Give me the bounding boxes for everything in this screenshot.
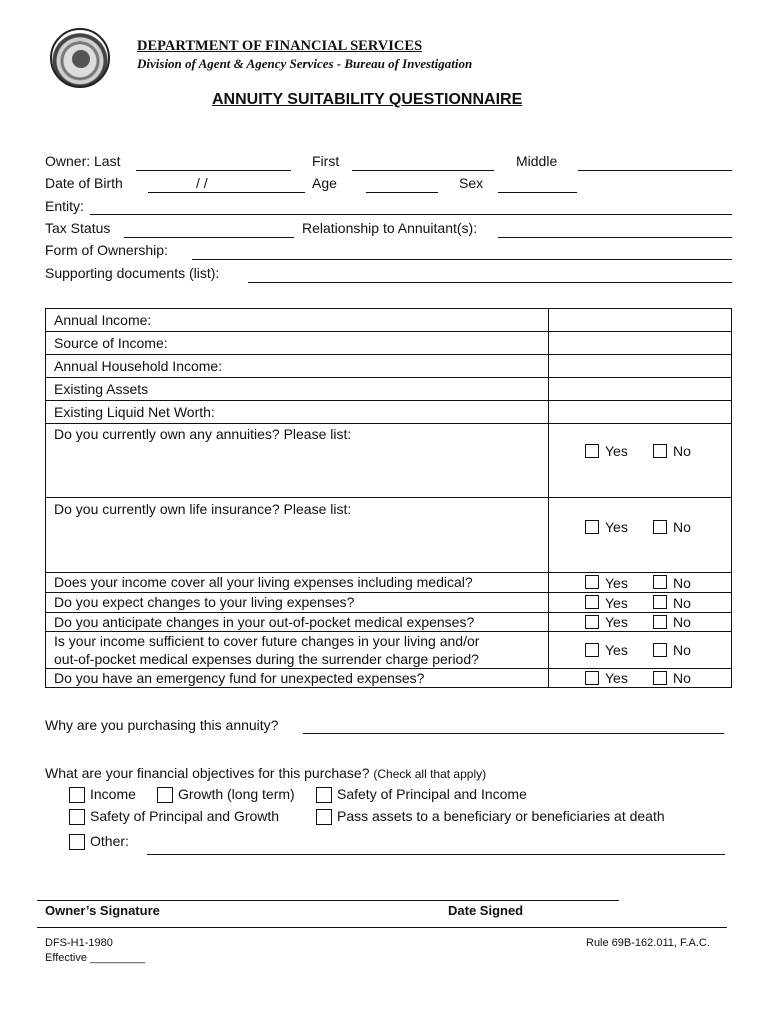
tax-status-label: Tax Status <box>45 220 111 236</box>
other-objective-field[interactable] <box>147 854 725 855</box>
supporting-docs-label: Supporting documents (list): <box>45 265 220 281</box>
owner-last-label: Owner: Last <box>45 153 121 169</box>
table-row <box>46 593 732 613</box>
yes-label: Yes <box>605 575 628 591</box>
table-row <box>46 401 732 424</box>
yes-label: Yes <box>605 443 628 459</box>
liquid-net-worth-value-cell[interactable] <box>549 401 732 424</box>
income-cover-question: Does your income cover all your living expenses including medical? <box>54 574 473 590</box>
owner-last-field[interactable] <box>136 170 291 171</box>
supporting-docs-field[interactable] <box>248 282 732 283</box>
income-cover-yes-checkbox[interactable] <box>585 575 599 589</box>
owner-signature-label: Owner’s Signature <box>45 903 160 918</box>
existing-assets-label: Existing Assets <box>54 381 149 397</box>
safety-growth-objective-label: Safety of Principal and Growth <box>90 808 280 824</box>
life-insurance-yes-checkbox[interactable] <box>585 520 599 534</box>
sex-field[interactable] <box>498 192 577 193</box>
date-signed-label: Date Signed <box>448 903 524 918</box>
entity-field[interactable] <box>90 214 732 215</box>
table-row <box>46 332 732 355</box>
table-row <box>46 573 732 593</box>
dob-field[interactable] <box>148 192 305 193</box>
table-row <box>46 355 732 378</box>
sex-label: Sex <box>459 175 484 191</box>
no-label: No <box>673 595 691 611</box>
liquid-net-worth-label: Existing Liquid Net Worth: <box>54 404 215 420</box>
changes-living-yes-checkbox[interactable] <box>585 595 599 609</box>
form-of-ownership-field[interactable] <box>192 259 732 260</box>
effective-date: Effective _________ <box>45 952 146 964</box>
objectives-hint: (Check all that apply) <box>373 767 487 781</box>
yes-label: Yes <box>605 595 628 611</box>
no-label: No <box>673 443 691 459</box>
relationship-label: Relationship to Annuitant(s): <box>302 220 478 236</box>
relationship-field[interactable] <box>498 237 732 238</box>
dob-label: Date of Birth <box>45 175 123 191</box>
annual-income-value-cell[interactable] <box>549 309 732 332</box>
entity-label: Entity: <box>45 198 84 214</box>
yes-label: Yes <box>605 519 628 535</box>
no-label: No <box>673 670 691 686</box>
other-objective-label: Other: <box>90 833 129 849</box>
changes-living-question: Do you expect changes to your living expenses? <box>54 594 355 610</box>
changes-living-no-checkbox[interactable] <box>653 595 667 609</box>
income-sufficient-question-line-2: out-of-pocket medical expenses during the surrender charge period? <box>54 651 479 667</box>
florida-state-seal-logo <box>50 28 110 88</box>
objectives-question <box>45 765 486 781</box>
department-name: DEPARTMENT OF FINANCIAL SERVICES <box>137 38 423 54</box>
growth-objective-checkbox[interactable] <box>157 787 173 803</box>
middle-name-field[interactable] <box>578 170 732 171</box>
first-name-field[interactable] <box>352 170 494 171</box>
table-row <box>46 632 732 669</box>
tax-status-field[interactable] <box>124 237 294 238</box>
table-row <box>46 309 732 332</box>
income-objective-checkbox[interactable] <box>69 787 85 803</box>
emergency-fund-question: Do you have an emergency fund for unexpected expenses? <box>54 670 425 686</box>
table-row <box>46 378 732 401</box>
life-insurance-question: Do you currently own life insurance? Please list: <box>54 501 352 517</box>
household-income-label: Annual Household Income: <box>54 358 223 374</box>
income-sufficient-no-checkbox[interactable] <box>653 643 667 657</box>
form-id: DFS-H1-1980 <box>45 937 113 949</box>
changes-medical-no-checkbox[interactable] <box>653 615 667 629</box>
life-insurance-no-checkbox[interactable] <box>653 520 667 534</box>
emergency-fund-no-checkbox[interactable] <box>653 671 667 685</box>
annuities-yes-checkbox[interactable] <box>585 444 599 458</box>
footer-divider <box>37 927 727 928</box>
income-objective-label: Income <box>90 786 136 802</box>
yes-label: Yes <box>605 642 628 658</box>
middle-name-label: Middle <box>516 153 558 169</box>
no-label: No <box>673 642 691 658</box>
age-field[interactable] <box>366 192 438 193</box>
changes-medical-question: Do you anticipate changes in your out-of-pocket medical expenses? <box>54 614 475 630</box>
objectives-question-text: What are your financial objectives for this purchase? <box>45 765 370 781</box>
income-cover-no-checkbox[interactable] <box>653 575 667 589</box>
annuities-no-checkbox[interactable] <box>653 444 667 458</box>
source-of-income-value-cell[interactable] <box>549 332 732 355</box>
income-sufficient-yes-checkbox[interactable] <box>585 643 599 657</box>
table-row <box>46 424 732 498</box>
no-label: No <box>673 614 691 630</box>
other-objective-checkbox[interactable] <box>69 834 85 850</box>
yes-label: Yes <box>605 614 628 630</box>
table-row <box>46 669 732 688</box>
purpose-answer-field[interactable] <box>303 733 724 734</box>
safety-growth-objective-checkbox[interactable] <box>69 809 85 825</box>
purpose-question: Why are you purchasing this annuity? <box>45 717 279 733</box>
safety-income-objective-label: Safety of Principal and Income <box>337 786 527 802</box>
changes-medical-yes-checkbox[interactable] <box>585 615 599 629</box>
income-sufficient-question-line-1: Is your income sufficient to cover future changes in your living and/or <box>54 633 480 649</box>
form-of-ownership-label: Form of Ownership: <box>45 242 168 258</box>
table-row <box>46 613 732 632</box>
age-label: Age <box>312 175 337 191</box>
table-row <box>46 498 732 573</box>
source-of-income-label: Source of Income: <box>54 335 168 351</box>
yes-label: Yes <box>605 670 628 686</box>
annuities-question: Do you currently own any annuities? Please list: <box>54 426 352 442</box>
annual-income-label: Annual Income: <box>54 312 152 328</box>
no-label: No <box>673 575 691 591</box>
financial-questions-table <box>45 308 732 688</box>
rule-reference: Rule 69B-162.011, F.A.C. <box>586 937 710 949</box>
form-title: ANNUITY SUITABILITY QUESTIONNAIRE <box>212 91 523 108</box>
growth-objective-label: Growth (long term) <box>178 786 295 802</box>
safety-income-objective-checkbox[interactable] <box>316 787 332 803</box>
signature-line[interactable] <box>37 900 619 901</box>
pass-assets-objective-label: Pass assets to a beneficiary or beneficiaries at death <box>337 808 665 824</box>
first-name-label: First <box>312 153 340 169</box>
no-label: No <box>673 519 691 535</box>
dob-slashes: / / <box>196 175 208 191</box>
division-name: Division of Agent & Agency Services - Bureau of Investigation <box>137 56 473 71</box>
existing-assets-value-cell[interactable] <box>549 378 732 401</box>
household-income-value-cell[interactable] <box>549 355 732 378</box>
pass-assets-objective-checkbox[interactable] <box>316 809 332 825</box>
emergency-fund-yes-checkbox[interactable] <box>585 671 599 685</box>
